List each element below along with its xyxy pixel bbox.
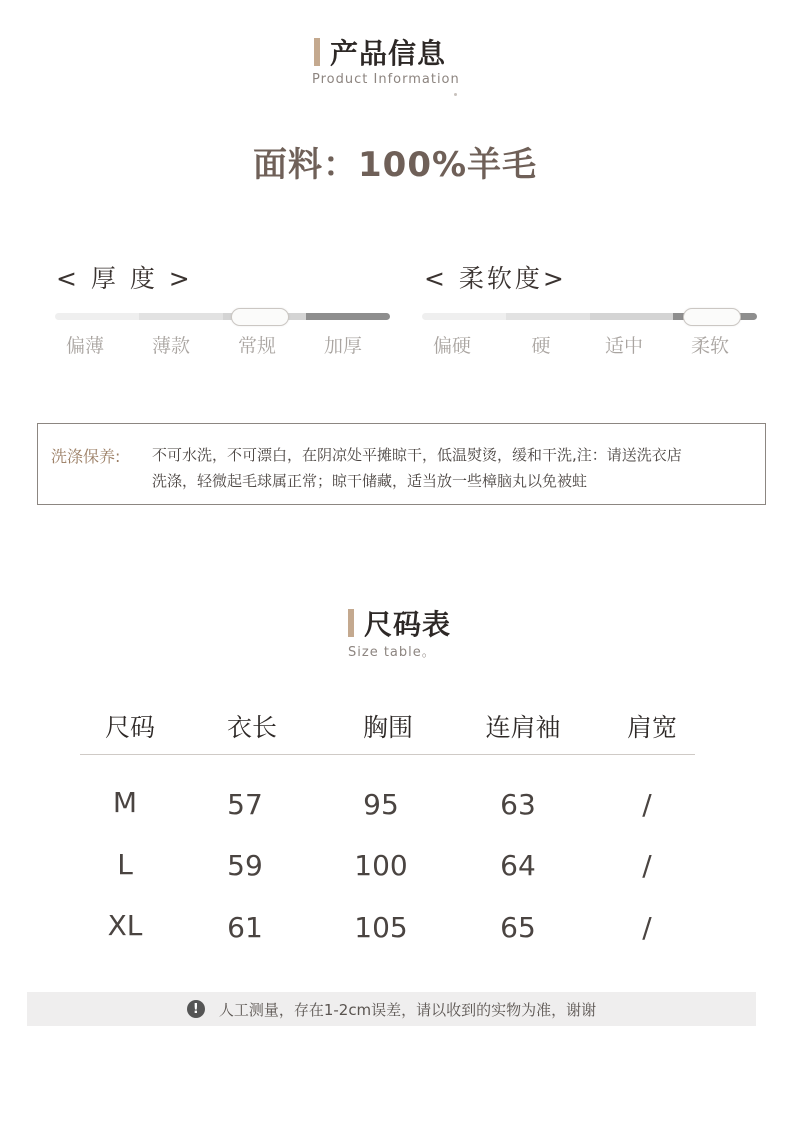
softness-title: < 柔软度> [424, 264, 567, 293]
title-accent-bar [314, 38, 320, 66]
product-info-title-text: 产品信息 [330, 37, 447, 70]
table-cell: / [642, 788, 652, 821]
table-cell: 65 [500, 911, 536, 944]
thickness-label-2: 薄款 [151, 335, 190, 357]
softness-label-2: 硬 [531, 335, 551, 357]
table-cell: L [117, 848, 133, 881]
softness-label-4: 柔软 [690, 335, 729, 357]
care-text-line-1: 不可水洗，不可漂白，在阴凉处平摊晾干，低温熨烫，缓和干洗,注：请送洗衣店 [152, 446, 682, 464]
product-info-title [314, 32, 446, 72]
table-cell: 95 [363, 788, 399, 821]
exclamation-icon: ! [187, 1000, 205, 1018]
softness-seg-1 [422, 313, 506, 320]
notice-text: 人工测量，存在1-2cm误差，请以收到的实物为准，谢谢 [218, 1000, 597, 1019]
size-table-subtitle: Size table。 [348, 645, 436, 660]
care-text-line-2: 洗涤，轻微起毛球属正常；晾干储藏，适当放一些樟脑丸以免被蛀 [152, 472, 588, 490]
table-cell: 63 [500, 788, 536, 821]
col-header-shoulder: 肩宽 [626, 713, 677, 742]
softness-seg-3 [590, 313, 674, 320]
measurement-notice [27, 992, 756, 1026]
table-cell: / [642, 849, 652, 882]
col-header-length: 衣长 [226, 713, 277, 742]
thickness-track [55, 313, 390, 320]
title-accent-bar [348, 609, 354, 637]
softness-label-3: 适中 [604, 335, 643, 357]
fabric-composition: 面料：100%羊毛 [253, 145, 538, 185]
col-header-size: 尺码 [104, 713, 155, 742]
table-header-divider [80, 754, 695, 755]
table-cell: 61 [227, 911, 263, 944]
size-table-title-text: 尺码表 [364, 608, 452, 641]
thickness-title: < 厚 度 > [56, 264, 193, 293]
size-table-title [348, 603, 451, 643]
thickness-label-3: 常规 [237, 335, 276, 357]
decorative-dot [454, 93, 457, 96]
thickness-seg-4 [306, 313, 390, 320]
table-cell: 57 [227, 788, 263, 821]
care-label: 洗涤保养: [51, 447, 121, 466]
product-info-subtitle: Product Information [312, 72, 460, 87]
col-header-sleeve: 连肩袖 [485, 713, 561, 742]
thickness-seg-1 [55, 313, 139, 320]
thickness-label-4: 加厚 [323, 335, 362, 357]
table-cell: XL [107, 909, 143, 942]
table-cell: 105 [354, 911, 408, 944]
thickness-label-1: 偏薄 [65, 335, 104, 357]
table-cell: M [112, 786, 138, 819]
table-cell: 59 [227, 849, 263, 882]
thickness-indicator [231, 308, 289, 326]
softness-indicator [683, 308, 741, 326]
table-cell: 64 [500, 849, 536, 882]
softness-seg-2 [506, 313, 590, 320]
softness-label-1: 偏硬 [432, 335, 471, 357]
table-cell: / [642, 911, 652, 944]
thickness-seg-2 [139, 313, 223, 320]
col-header-chest: 胸围 [362, 713, 413, 742]
table-cell: 100 [354, 849, 408, 882]
